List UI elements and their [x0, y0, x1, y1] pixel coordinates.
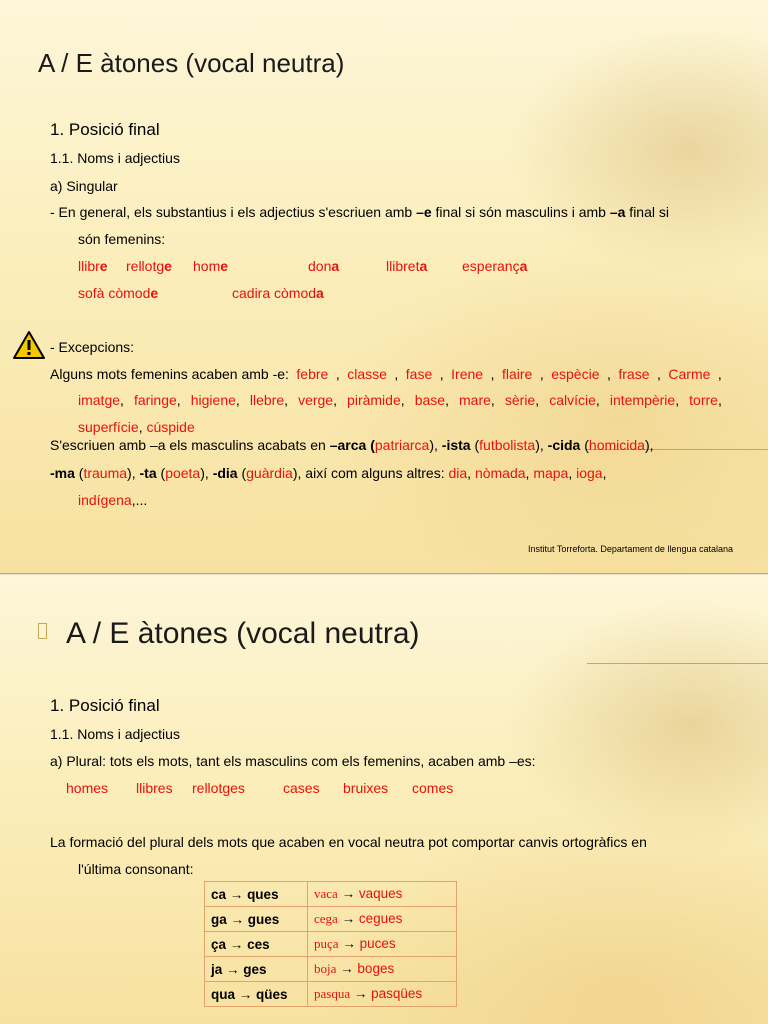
exceptions-line2: imatge, faringe, higiene, llebre, verge, piràmide, base, mare, sèrie, calvície, intempèrie, torre,: [78, 392, 722, 408]
formation-line2: l'última consonant:: [78, 861, 194, 877]
slide-title: A / E àtones (vocal neutra): [38, 48, 345, 78]
formation-line1: La formació del plural dels mots que acaben en vocal neutra pot comportar canvis ortogràfics en: [50, 834, 647, 850]
singular-label: a) Singular: [50, 178, 118, 194]
example-cell: vaca → vaques: [308, 882, 457, 907]
table-row: [205, 882, 457, 907]
example-cell: boja → boges: [308, 957, 457, 982]
slide-2: [0, 575, 768, 1024]
plural-rule: a) Plural: tots els mots, tant els masculins com els femenins, acaben amb –es:: [50, 753, 536, 769]
general-rule-line2: són femenins:: [78, 231, 166, 247]
example-word: home: [193, 258, 229, 274]
example-word: rellotge: [126, 258, 172, 274]
example-word: cadira còmoda: [232, 285, 324, 301]
slide-footer: Institut Torreforta. Departament de llengua catalana: [528, 544, 733, 554]
example-word: cases: [283, 780, 320, 796]
table-row: [205, 982, 457, 1007]
subsection-label: 1.1. Noms i adjectius: [50, 150, 180, 166]
rule-cell: qua → qües: [205, 982, 308, 1007]
slide-title: A / E àtones (vocal neutra): [66, 617, 420, 650]
section-heading: 1. Posició final: [50, 120, 160, 139]
exceptions-line3: superfície, cúspide: [78, 419, 195, 435]
example-cell: cega → cegues: [308, 907, 457, 932]
example-word: rellotges: [192, 780, 245, 796]
masculine-a-line3: indígena,...: [78, 492, 148, 508]
rule-cell: ca → ques: [205, 882, 308, 907]
rule-cell: ja → ges: [205, 957, 308, 982]
rule-cell: ça → ces: [205, 932, 308, 957]
example-word: homes: [66, 780, 109, 796]
table-row: [205, 907, 457, 932]
table-row: [205, 957, 457, 982]
divider-line: [587, 663, 768, 664]
plural-changes-table: [204, 881, 457, 1007]
exceptions-line1: Alguns mots femenins acaben amb -e: febre , classe , fase , Irene , flaire , espècie , frase , Carme ,: [50, 366, 722, 382]
example-word: llibres: [136, 780, 173, 796]
example-word: comes: [412, 780, 454, 796]
rule-cell: ga → gues: [205, 907, 308, 932]
singular-examples-row1: [0, 258, 768, 276]
example-word: llibre: [78, 258, 108, 274]
table-row: [205, 932, 457, 957]
exceptions-label: - Excepcions:: [50, 339, 135, 355]
subsection-label: 1.1. Noms i adjectius: [50, 726, 180, 742]
section-heading: 1. Posició final: [50, 696, 160, 715]
example-word: llibreta: [386, 258, 428, 274]
general-rule-line1: - En general, els substantius i els adjectius s'escriuen amb –e final si són masculins i amb –a final si: [50, 204, 669, 220]
bullet-icon: [38, 623, 47, 639]
example-word: bruixes: [343, 780, 389, 796]
singular-examples-row2: [0, 285, 768, 303]
plural-examples: [0, 780, 768, 798]
example-cell: pasqua → pasqües: [308, 982, 457, 1007]
example-word: esperança: [462, 258, 528, 274]
warning-icon: [12, 330, 46, 360]
example-word: sofà còmode: [78, 285, 159, 301]
masculine-a-line2: -ma (trauma), -ta (poeta), -dia (guàrdia), així com alguns altres: dia, nòmada, mapa, ioga,: [50, 465, 607, 481]
masculine-a-line1: S'escriuen amb –a els masculins acabats en –arca (patriarca), -ista (futbolista), -cida (homicida),: [50, 437, 654, 453]
example-word: dona: [308, 258, 340, 274]
example-cell: puça → puces: [308, 932, 457, 957]
